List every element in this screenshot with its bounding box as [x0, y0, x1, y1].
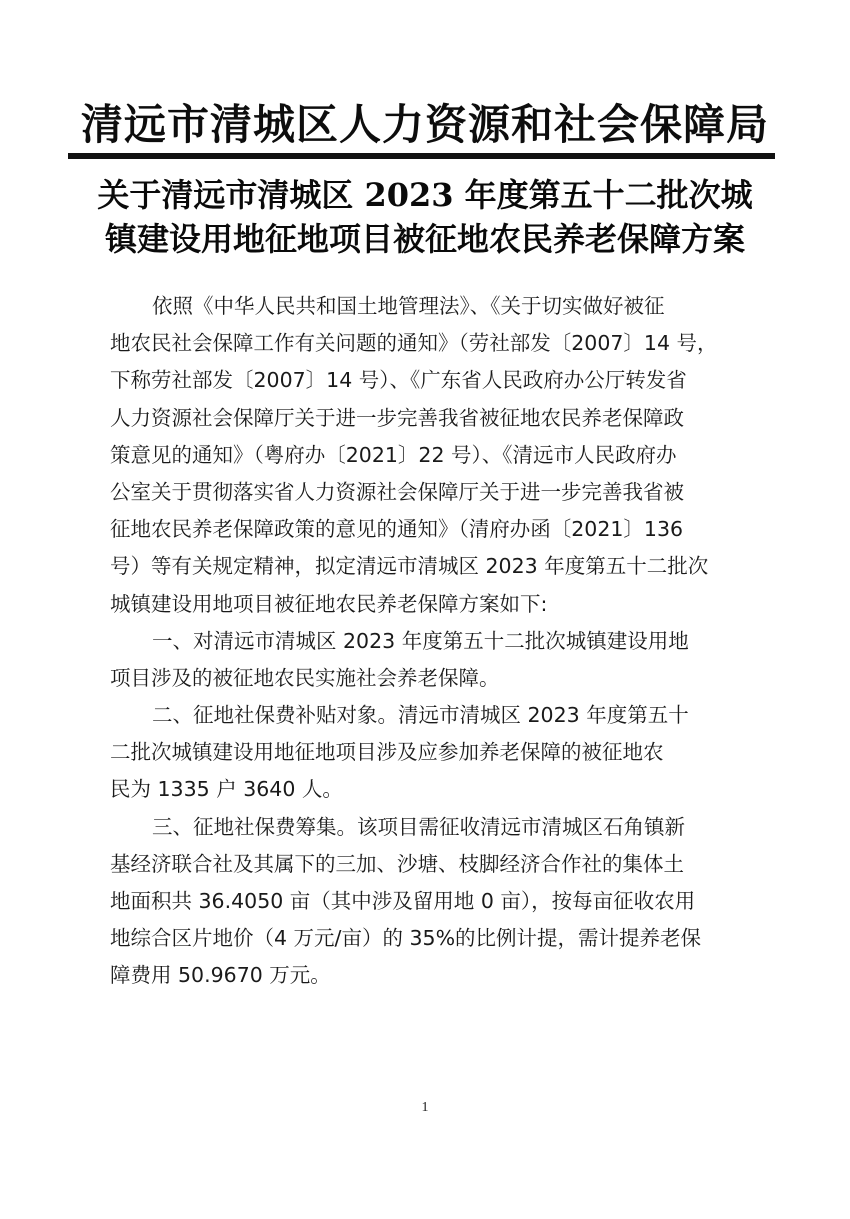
body-line: 依照《中华人民共和国土地管理法》、《关于切实做好被征 — [152, 294, 665, 318]
document-title — [0, 173, 850, 261]
body-line: 项目涉及的被征地农民实施社会养老保障。 — [110, 665, 500, 690]
body-line: 号）等有关规定精神，拟定清远市清城区 2023 年度第五十二批次 — [110, 554, 709, 579]
title-line: 镇建设用地征地项目被征地农民养老保障方案 — [104, 220, 745, 258]
body-line: 地农民社会保障工作有关问题的通知》（劳社部发〔2007〕14 号， — [110, 331, 718, 356]
body-line: 城镇建设用地项目被征地农民养老保障方案如下: — [110, 591, 548, 616]
body-line: 二批次城镇建设用地征地项目涉及应参加养老保障的被征地农 — [110, 740, 664, 765]
body-line: 一、对清远市清城区 2023 年度第五十二批次城镇建设用地 — [152, 628, 689, 653]
body-line: 二、征地社保费补贴对象。清远市清城区 2023 年度第五十 — [152, 703, 689, 728]
body-line: 策意见的通知》（粤府办〔2021〕22 号）、《清远市人民政府办 — [110, 442, 677, 467]
page-number: 1 — [421, 1100, 429, 1115]
body-line: 征地农民养老保障政策的意见的通知》（清府办函〔2021〕136 — [110, 517, 684, 542]
document-body — [110, 288, 740, 995]
body-line: 三、征地社保费筹集。该项目需征收清远市清城区石角镇新 — [152, 814, 685, 839]
organization-header: 清远市清城区人力资源和社会保障局 — [80, 100, 769, 149]
body-line: 公室关于贯彻落实省人力资源社会保障厅关于进一步完善我省被 — [110, 479, 684, 504]
body-line: 民为 1335 户 3640 人。 — [110, 777, 343, 802]
header-divider-rule — [68, 153, 775, 159]
title-line: 关于清远市清城区 2023 年度第五十二批次城 — [97, 176, 753, 214]
body-line: 地面积共 36.4050 亩（其中涉及留用地 0 亩），按每亩征收农用 — [110, 889, 696, 913]
body-line: 基经济联合社及其属下的三加、沙塘、枝脚经济合作社的集体土 — [110, 851, 684, 876]
body-line: 障费用 50.9670 万元。 — [110, 963, 331, 988]
body-line: 人力资源社会保障厅关于进一步完善我省被征地农民养老保障政 — [110, 405, 684, 430]
body-line: 下称劳社部发〔2007〕14 号）、《广东省人民政府办公厅转发省 — [110, 368, 687, 393]
body-line: 地综合区片地价（4 万元/亩）的 35%的比例计提，需计提养老保 — [110, 926, 702, 951]
